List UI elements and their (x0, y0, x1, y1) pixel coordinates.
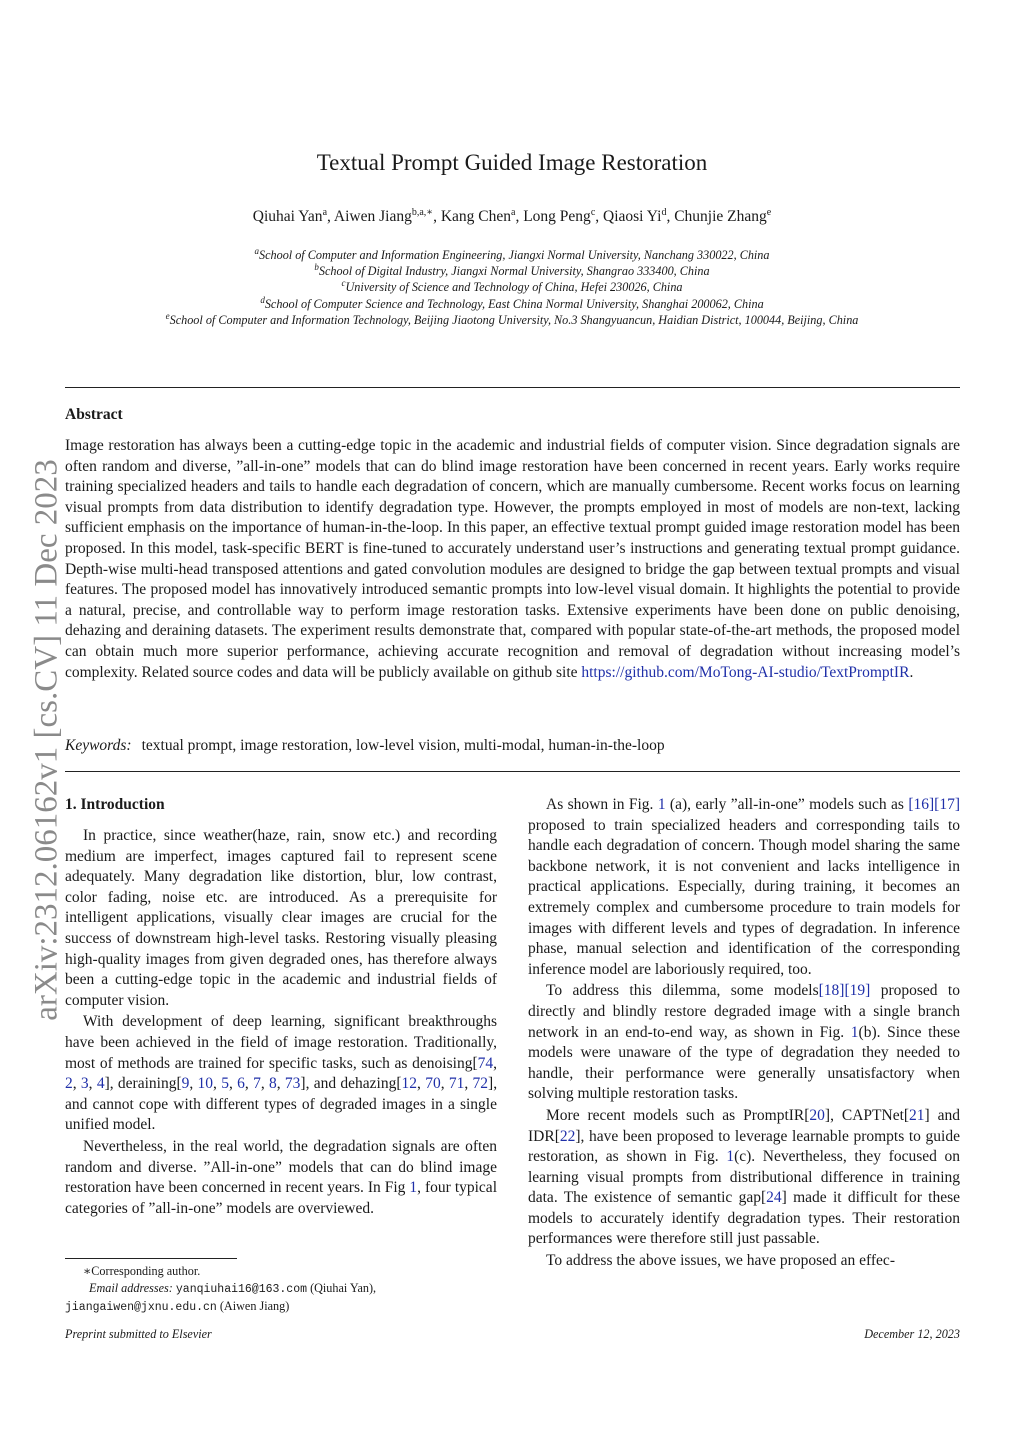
affiliation (0, 262, 1024, 279)
author-name: Chunjie Zhang (674, 208, 767, 226)
citation-link[interactable]: 70 (425, 1075, 441, 1093)
citation-link[interactable]: 24 (766, 1189, 782, 1207)
author-name: Aiwen Jiang (333, 208, 412, 226)
footnotes (65, 1263, 505, 1316)
figure-link[interactable]: 1 (657, 796, 666, 813)
email-address[interactable]: yanqiuhai16@163.com (175, 1283, 308, 1296)
author-list: Qiuhai Yan$^a$, Aiwen Jiang$^{b,a,∗}$, Kang Chen$^a$, Long Peng$^c$, Qiaosi Yi$^d$, Chunjie Zhang$^e$ (252, 207, 772, 226)
footer-date: December 12, 2023 (864, 1327, 960, 1341)
citation-link[interactable]: 8 (268, 1075, 277, 1093)
affiliation-sup: c (341, 278, 346, 288)
email-owner: (Qiuhai Yan), (307, 1281, 377, 1295)
keywords-label: Keywords: (65, 737, 132, 754)
figure-link[interactable]: 1 (726, 1148, 735, 1166)
text-run: ] and IDR[ (528, 1106, 961, 1145)
author-name: Kang Chen (440, 208, 512, 226)
author-sup: a (511, 207, 516, 218)
citation-link[interactable]: 4 (96, 1075, 105, 1093)
author-sup: c (590, 207, 596, 218)
github-link[interactable]: https://github.com/MoTong-AI-studio/TextPromptIR (581, 663, 910, 681)
affiliation-text: School of Computer and Information Technology, Beijing Jiaotong University, No.3 Shangyuancun, Haidian District, 100044, Beijing, China (169, 313, 859, 328)
arxiv-stamp: arXiv:2312.06162v1 [cs.CV] 11 Dec 2023 (28, 459, 65, 1021)
abstract-end: . (909, 663, 914, 681)
affiliation-sup: d (260, 295, 265, 305)
abstract-heading: Abstract (65, 406, 123, 423)
text-run: Nevertheless, in the real world, the degradation signals are often random and diverse. ”All-in-one” models that can do blind image restoration have been concerned in recent years. In Fig (65, 1137, 497, 1197)
right-column (528, 795, 960, 1272)
email-address[interactable]: jiangaiwen@jxnu.edu.cn (65, 1301, 217, 1314)
figure-link[interactable]: 1 (850, 1023, 859, 1041)
figure-link[interactable]: 1 (409, 1179, 418, 1197)
footer-preprint: Preprint submitted to Elsevier (65, 1327, 212, 1341)
citation-link[interactable]: 73 (284, 1075, 301, 1093)
author-sup: e (766, 207, 772, 218)
abstract-text: Image restoration has always been a cutting-edge topic in the academic and industrial fields of computer vision. Since degradation signals are often random and diverse, ”all-in-one” models that can do blind image restoration have been concerned in recent years. Early works require training specialized headers and tails to handle each degradation of concern, which are manually cumbersome. Recent works focus on learning visual prompts from data distribution to identify degradation type. However, the prompts employed in most of models are non-text, lacking sufficient emphasis on the importance of human-in-the-loop. In this paper, an effective textual prompt guided image restoration model has been proposed. In this model, task-specific BERT is fine-tuned to accurately understand user’s instructions and generating textual prompt guidance. Depth-wise multi-head transposed attentions and gated convolution modules are designed to bridge the gap between textual prompts and visual features. The proposed model has innovatively introduced semantic prompts into low-level visual domain. It highlights the potential to provide a natural, precise, and controllable way to perform image restoration tasks. Extensive experiments have been done on public denoising, dehazing and deraining datasets. The experiment results demonstrate that, compared with popular state-of-the-art methods, the proposed model can obtain much more superior performance, achieving accurate recognition and removal of degradation without increasing model’s complexity. Related source codes and data will be publicly available on github site (65, 437, 960, 681)
citation-link[interactable]: 3 (80, 1075, 89, 1093)
citation-link[interactable]: 6 (237, 1075, 245, 1093)
author-name: Long Peng (523, 208, 591, 226)
section-heading: 1. Introduction (65, 796, 165, 813)
email-owner: (Aiwen Jiang) (216, 1299, 290, 1313)
keywords (65, 737, 960, 755)
citation-link[interactable]: [16] (908, 796, 935, 813)
footnote-divider (65, 1258, 237, 1259)
paragraph (528, 795, 960, 980)
paragraph: With development of deep learning, significant breakthroughs have been achieved in the field of image restoration. Traditionally, most of methods are trained for specific tasks, such as denoising[74, 2, 3, 4], deraining[9, 10, 5, 6, 7, 8, 73], and dehazing[12, 70, 71, 72], and cannot cope with different types of degraded images in a single unified model. (65, 1013, 498, 1134)
affiliation-sup: e (165, 311, 170, 321)
citation-link[interactable]: 74 (477, 1054, 494, 1072)
citation-link[interactable]: 5 (221, 1075, 229, 1093)
text-run: ], CAPTNet[ (824, 1106, 910, 1124)
citation-link[interactable]: 2 (65, 1075, 73, 1093)
author-sup: d (661, 207, 667, 218)
left-column (65, 826, 497, 1219)
author-name: Qiuhai Yan (252, 208, 323, 226)
keywords-text: textual prompt, image restoration, low-level vision, multi-modal, human-in-the-loop (141, 737, 665, 754)
text-run: ] made it difficult for these models to accurately identify degradation types. Their restoration performances were therefore still just passable. (528, 1189, 960, 1248)
affiliation-sup: b (314, 262, 319, 272)
citation-link[interactable]: [17] (934, 796, 960, 813)
footnote-email-line (65, 1298, 505, 1316)
text-run: , four typical categories of ”all-in-one” models are overviewed. (65, 1179, 497, 1217)
citation-link[interactable]: 20 (809, 1106, 825, 1124)
paragraph (65, 1137, 497, 1219)
citation-link[interactable]: [19] (844, 982, 871, 1000)
citation-link[interactable]: 21 (909, 1106, 925, 1124)
affiliation (0, 246, 1024, 263)
abstract-body (65, 436, 960, 683)
affiliation (0, 278, 1024, 295)
citation-link[interactable]: 22 (559, 1127, 576, 1145)
divider (65, 387, 960, 388)
citation-link[interactable]: 9 (181, 1075, 190, 1093)
citation-link[interactable]: [18] (818, 982, 845, 1000)
text-run: (b). Since these models were unaware of the type of degradation they needed to handle, their performance were generally unsatisfactory when solving multiple restoration tasks. (528, 1023, 960, 1103)
affiliation-text: School of Digital Industry, Jiangxi Normal University, Shangrao 333400, China (318, 264, 710, 279)
paper-title: Textual Prompt Guided Image Restoration (316, 150, 708, 175)
affiliation (0, 295, 1024, 312)
affiliation-text: University of Science and Technology of China, Hefei 230026, China (345, 280, 683, 295)
email-label: Email addresses: (89, 1281, 173, 1295)
citation-link[interactable]: 12 (401, 1075, 418, 1093)
affiliation-text: School of Computer Science and Technology, East China Normal University, Shanghai 200062, China (264, 297, 764, 312)
footnote-corresponding: ∗Corresponding author. (83, 1264, 201, 1278)
text-run: ], have been proposed to leverage learnable prompts to guide restoration, as shown in Fig. (528, 1127, 960, 1166)
citation-link[interactable]: 7 (253, 1075, 261, 1093)
text-run: More recent models such as PromptIR[ (546, 1106, 810, 1124)
text-run: (c). Nevertheless, they focused on learning visual prompts from distributional difference in training data. The existence of semantic gap[ (528, 1148, 960, 1207)
divider (65, 771, 960, 772)
paragraph: To address the above issues, we have proposed an effec- (546, 1252, 895, 1270)
text-run: As shown in Fig. (546, 796, 658, 813)
paragraph (528, 981, 960, 1105)
text-run: proposed to directly and blindly restore degraded image with a single branch network in an end-to-end way, as shown in Fig. (528, 982, 960, 1041)
citation-link[interactable]: 71 (448, 1075, 465, 1093)
author-sup: b,a,∗ (411, 207, 434, 218)
text-run: ], deraining[ (104, 1075, 182, 1093)
text-run: proposed to train specialized headers and corresponding tails to handle each degradation of concern. Though model sharing the same backbone network, it is not convenient and lacks intelligence in practical applications. Especially, during training, it becomes an extremely complex and cumbersome procedure to train models for images with different levels and types of degradation. In inference phase, manual selection and identification of the corresponding inference model are laboriously required, too. (528, 816, 960, 978)
citation-link[interactable]: 10 (197, 1075, 214, 1093)
author-sup: a (322, 207, 328, 218)
text-run: (a), early ”all-in-one” models such as (665, 796, 909, 813)
text-run: ], and dehazing[ (300, 1075, 402, 1093)
footnote-email-line (65, 1280, 505, 1298)
text-run: With development of deep learning, significant breakthroughs have been achieved in the field of image restoration. Traditionally, most of methods are trained for specific tasks, such as denoising[ (65, 1013, 497, 1072)
affiliation (0, 311, 1024, 328)
affiliation-text: School of Computer and Information Engineering, Jiangxi Normal University, Nanchang 330022, China (259, 248, 770, 263)
affiliation-sup: a (254, 246, 259, 256)
text-run: To address this dilemma, some models (546, 982, 819, 1000)
text-run: ], and cannot cope with different types of degraded images in a single unified model. (65, 1075, 498, 1134)
paragraph (528, 1106, 960, 1250)
author-name: Qiaosi Yi (603, 208, 662, 226)
paragraph: In practice, since weather(haze, rain, snow etc.) and recording medium are imperfect, images captured fail to represent scene adequately. Many degradation like distortion, blur, low contrast, color fading, noise etc. are introduced. As a prerequisite for intelligent applications, visually clear images are crucial for the success of downstream high-level tasks. Restoring visually pleasing high-quality images from given degraded ones, has therefore always been a cutting-edge topic in the academic and industrial fields of computer vision. (65, 827, 497, 1009)
citation-link[interactable]: 72 (472, 1075, 489, 1093)
